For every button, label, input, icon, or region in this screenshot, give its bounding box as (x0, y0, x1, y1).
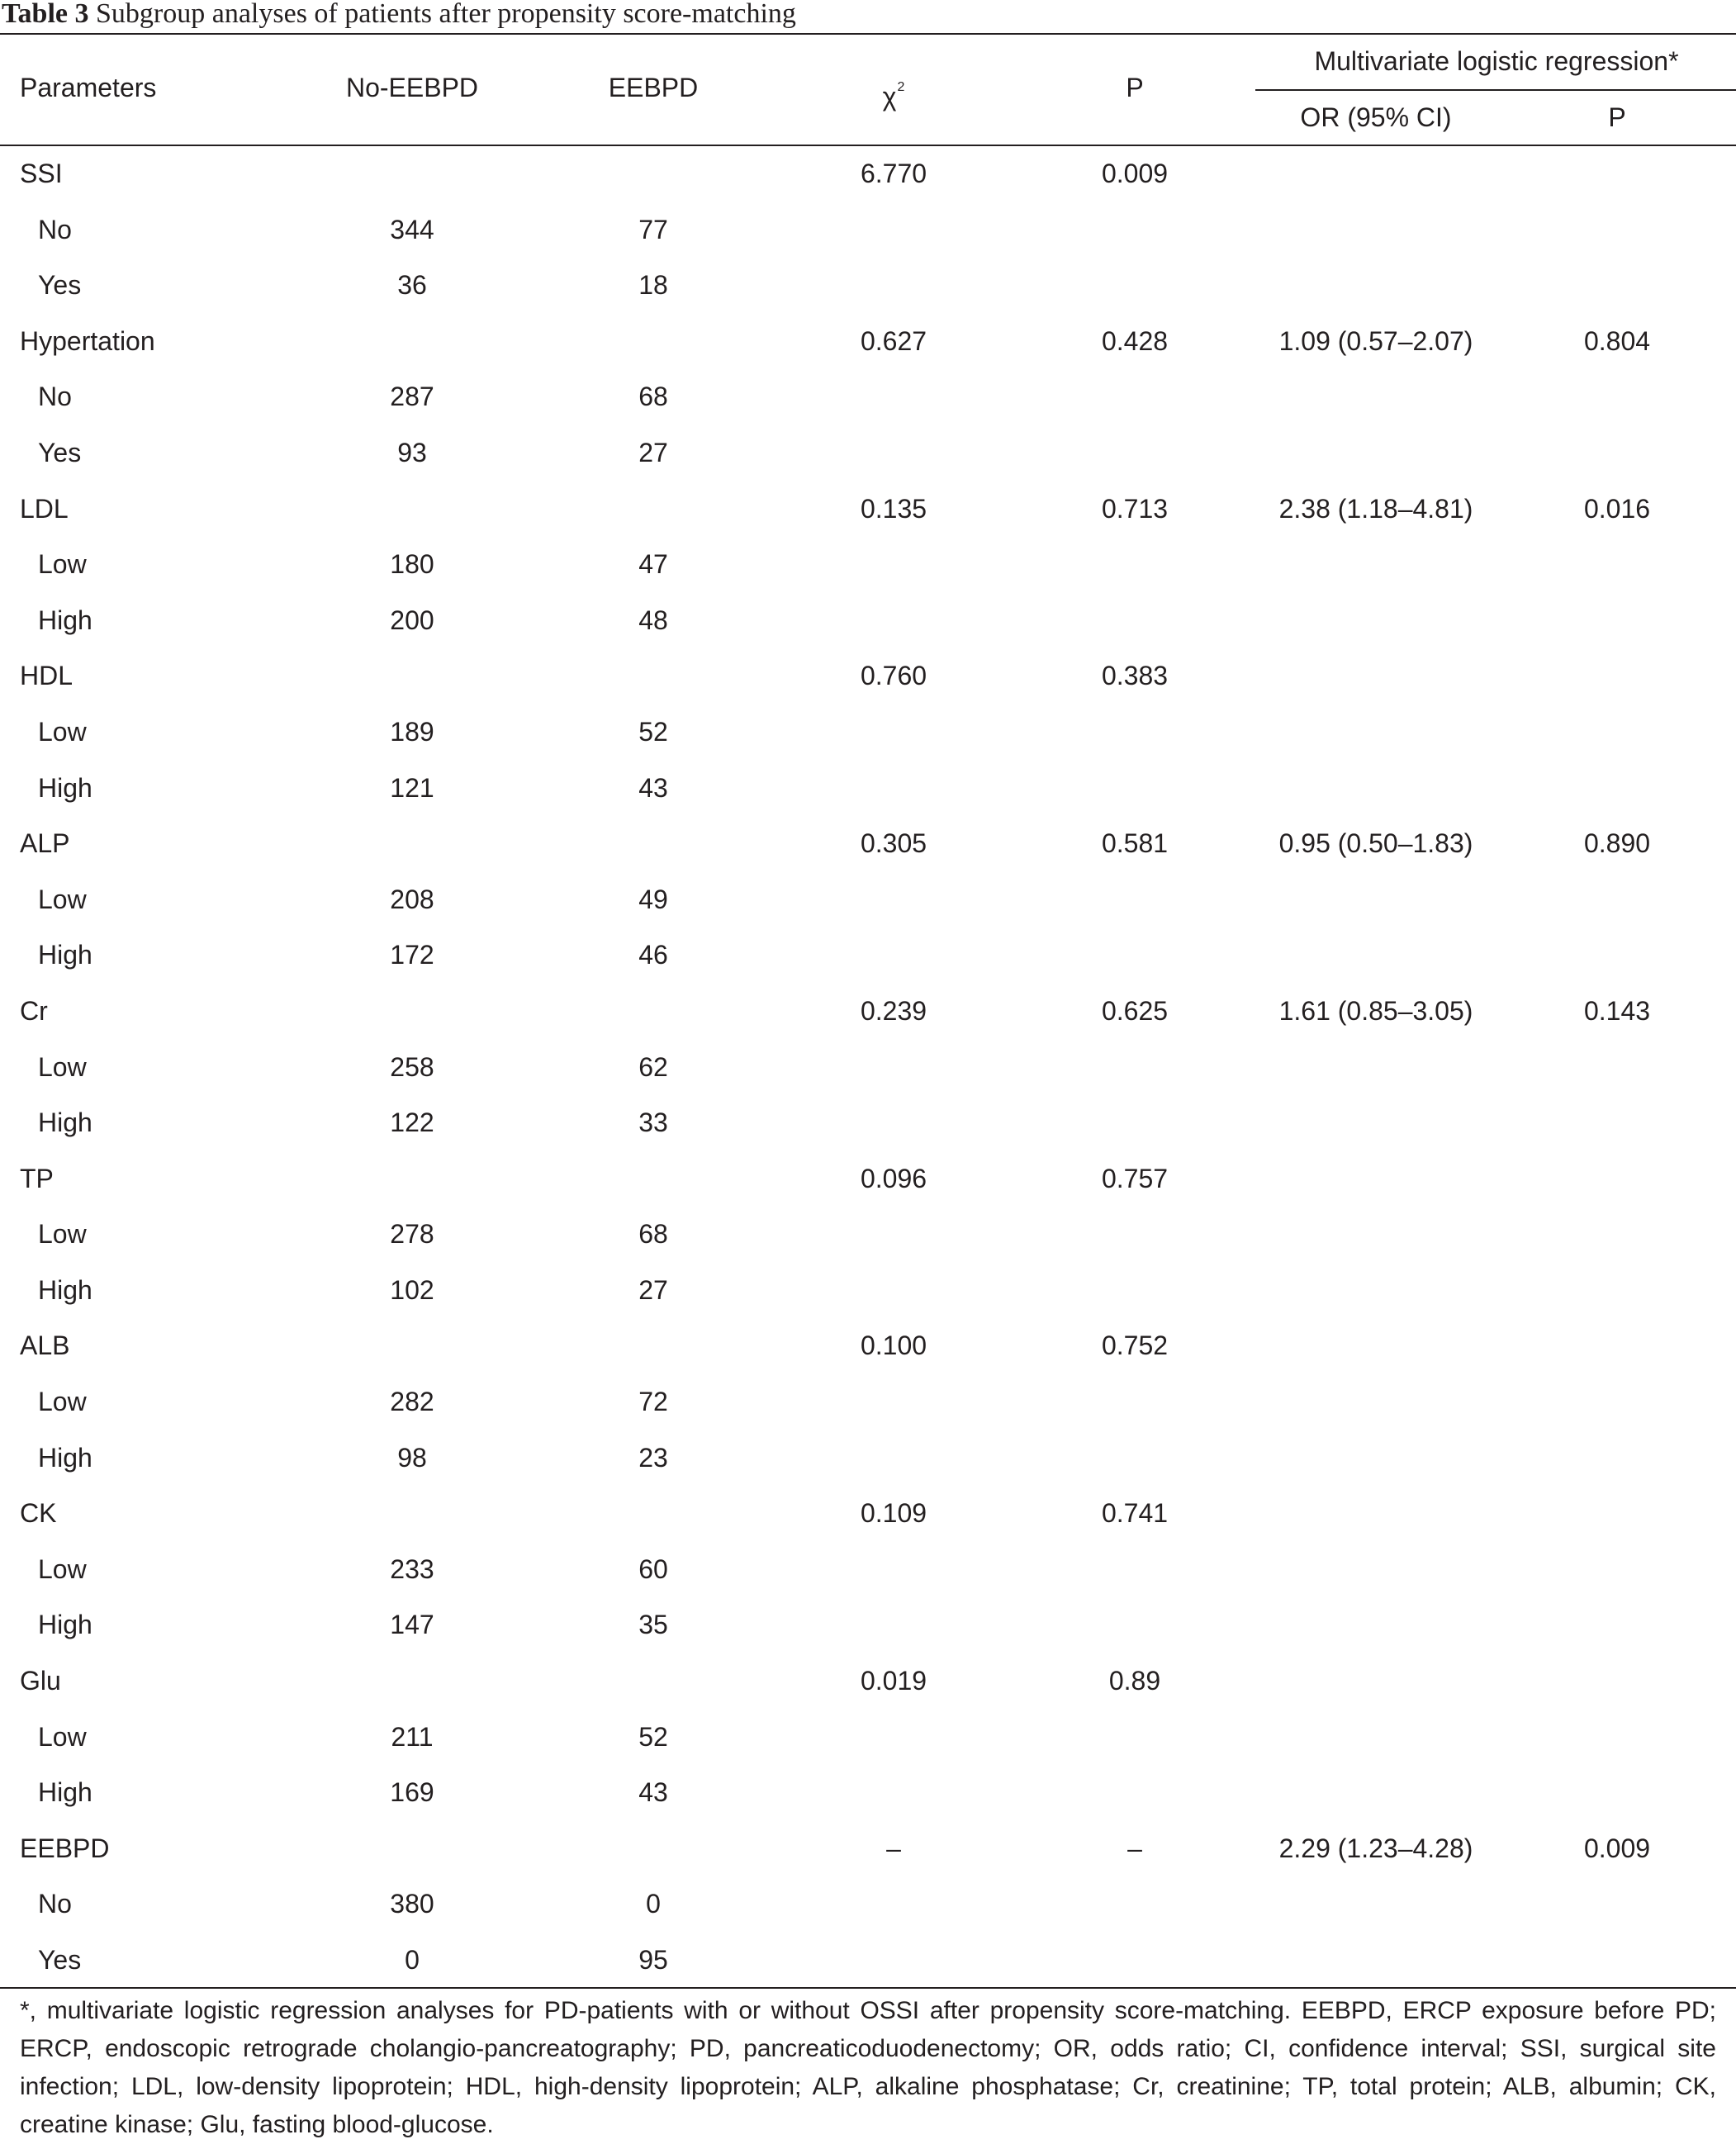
cell-p2: 0.009 (1583, 1833, 1651, 1863)
bottom-rule (0, 1987, 1736, 1989)
table-row (0, 927, 1736, 984)
row-parameter: Yes (38, 270, 82, 301)
table-row (0, 258, 1736, 314)
cell-or-ci: 0.95 (0.50–1.83) (1278, 828, 1473, 859)
table-row (0, 1765, 1736, 1821)
row-parameter: Glu (20, 1666, 61, 1696)
table-label: Table 3 (2, 0, 89, 29)
row-parameter: Low (38, 716, 87, 747)
cell-no-eebpd: 93 (397, 437, 427, 467)
table-row (0, 202, 1736, 259)
cell-eebpd: 43 (638, 772, 668, 803)
header-multivariate: Multivariate logistic regression* (1314, 46, 1679, 76)
table-row (0, 593, 1736, 649)
table-row (0, 1486, 1736, 1542)
table-row (0, 1710, 1736, 1766)
table-row (0, 984, 1736, 1040)
table-row (0, 1207, 1736, 1263)
cell-p: 0.581 (1101, 828, 1169, 859)
row-parameter: Cr (20, 995, 48, 1026)
cell-p: 0.383 (1101, 661, 1169, 691)
table-row (0, 1933, 1736, 1989)
cell-eebpd: 46 (638, 940, 668, 970)
table-title: Subgroup analyses of patients after propensity score-matching (96, 0, 796, 29)
cell-p: 0.625 (1101, 995, 1169, 1026)
row-parameter: CK (20, 1498, 57, 1529)
cell-chi-square: 0.019 (860, 1666, 927, 1696)
table-row (0, 481, 1736, 538)
cell-chi-square: 6.770 (860, 159, 927, 188)
cell-no-eebpd: 122 (390, 1108, 434, 1138)
cell-p: 0.752 (1101, 1331, 1169, 1361)
cell-chi-square: 0.239 (860, 995, 927, 1026)
row-parameter: Low (38, 1219, 87, 1250)
table-row (0, 1318, 1736, 1374)
row-parameter: No (38, 1889, 72, 1919)
cell-no-eebpd: 36 (397, 270, 427, 301)
row-parameter: TP (20, 1163, 54, 1193)
header-sub-rule (1255, 89, 1736, 91)
row-parameter: No (38, 214, 72, 244)
table-footnote: *, multivariate logistic regression analyses for PD-patients with or without OSSI after propensity score-matching. EEBPD, ERCP exposure before PD; ERCP, endoscopic retrograde cholangio-pancreatography; PD, pancreaticoduodenectomy; OR, odds ratio; CI, confidence interval; SSI, surgical site infection; LDL, low-density lipoprotein; HDL, high-density lipoprotein; ALP, alkaline phosphatase; Cr, creatinine; TP, total protein; ALB, albumin; CK, creatine kinase; Glu, fasting blood-glucose. (20, 1997, 1716, 2138)
cell-chi-square: 0.100 (860, 1331, 927, 1361)
cell-no-eebpd: 258 (390, 1051, 434, 1082)
table-row (0, 872, 1736, 928)
table-row (0, 704, 1736, 761)
table-row (0, 1095, 1736, 1151)
row-parameter: Yes (38, 1945, 82, 1975)
cell-no-eebpd: 282 (390, 1387, 434, 1417)
cell-eebpd: 52 (638, 716, 668, 747)
cell-no-eebpd: 180 (390, 549, 434, 580)
row-parameter: EEBPD (20, 1833, 110, 1863)
table-row (0, 1597, 1736, 1653)
cell-eebpd: 77 (638, 214, 668, 244)
cell-p: – (1127, 1833, 1142, 1863)
cell-chi-square: 0.627 (860, 325, 927, 356)
cell-no-eebpd: 169 (390, 1777, 434, 1808)
cell-chi-square: 0.135 (860, 493, 927, 524)
cell-eebpd: 23 (638, 1442, 668, 1473)
row-parameter: Low (38, 1051, 87, 1082)
row-parameter: Yes (38, 437, 82, 467)
row-parameter: ALP (20, 828, 70, 859)
table-row (0, 1263, 1736, 1319)
row-parameter: SSI (20, 159, 63, 188)
header-no-eebpd: No-EEBPD (345, 73, 479, 102)
table-row (0, 1542, 1736, 1598)
cell-p: 0.428 (1101, 325, 1169, 356)
table-row (0, 1374, 1736, 1430)
cell-eebpd: 27 (638, 1274, 668, 1305)
table-body (0, 146, 1736, 1989)
cell-no-eebpd: 0 (405, 1945, 420, 1975)
header-eebpd: EEBPD (608, 73, 699, 102)
table-row (0, 425, 1736, 481)
cell-p: 0.757 (1101, 1163, 1169, 1193)
row-parameter: Low (38, 1387, 87, 1417)
table-row (0, 1430, 1736, 1487)
cell-p2: 0.890 (1583, 828, 1651, 859)
table-row (0, 1151, 1736, 1207)
header-chi-square (883, 73, 905, 111)
cell-no-eebpd: 344 (390, 214, 434, 244)
cell-chi-square: 0.109 (860, 1498, 927, 1529)
row-parameter: High (38, 605, 92, 635)
cell-eebpd: 0 (646, 1889, 661, 1919)
table-row (0, 537, 1736, 593)
cell-eebpd: 60 (638, 1553, 668, 1584)
row-parameter: High (38, 1274, 92, 1305)
cell-eebpd: 95 (638, 1945, 668, 1975)
cell-eebpd: 47 (638, 549, 668, 580)
row-parameter: Low (38, 884, 87, 914)
header-chi-base: χ (882, 82, 897, 111)
cell-p2: 0.804 (1583, 325, 1651, 356)
row-parameter: High (38, 1610, 92, 1640)
cell-eebpd: 43 (638, 1777, 668, 1808)
cell-or-ci: 1.61 (0.85–3.05) (1278, 995, 1473, 1026)
row-parameter: Low (38, 549, 87, 580)
cell-no-eebpd: 287 (390, 382, 434, 412)
header-chi-sup: 2 (897, 80, 905, 94)
cell-p: 0.741 (1101, 1498, 1169, 1529)
cell-no-eebpd: 147 (390, 1610, 434, 1640)
cell-or-ci: 1.09 (0.57–2.07) (1278, 325, 1473, 356)
cell-no-eebpd: 200 (390, 605, 434, 635)
cell-p: 0.89 (1108, 1666, 1161, 1696)
header-p2: P (1608, 102, 1626, 132)
cell-eebpd: 68 (638, 1219, 668, 1250)
cell-no-eebpd: 172 (390, 940, 434, 970)
cell-or-ci: 2.29 (1.23–4.28) (1278, 1833, 1473, 1863)
table-row (0, 1821, 1736, 1877)
table-row (0, 1653, 1736, 1710)
cell-p2: 0.143 (1583, 995, 1651, 1026)
row-parameter: HDL (20, 661, 74, 691)
cell-no-eebpd: 233 (390, 1553, 434, 1584)
table-row (0, 648, 1736, 704)
cell-no-eebpd: 102 (390, 1274, 434, 1305)
row-parameter: High (38, 1442, 92, 1473)
row-parameter: LDL (20, 493, 69, 524)
cell-chi-square: 0.305 (860, 828, 927, 859)
cell-chi-square: 0.096 (860, 1163, 927, 1193)
cell-no-eebpd: 121 (390, 772, 434, 803)
table-row (0, 761, 1736, 817)
cell-no-eebpd: 211 (391, 1721, 434, 1752)
row-parameter: High (38, 772, 92, 803)
row-parameter: Low (38, 1721, 87, 1752)
table-row (0, 1876, 1736, 1933)
cell-eebpd: 35 (638, 1610, 668, 1640)
cell-eebpd: 27 (638, 437, 668, 467)
cell-eebpd: 68 (638, 382, 668, 412)
row-parameter: ALB (20, 1331, 70, 1361)
cell-no-eebpd: 98 (397, 1442, 427, 1473)
cell-eebpd: 62 (638, 1051, 668, 1082)
row-parameter: High (38, 1108, 92, 1138)
cell-eebpd: 18 (638, 270, 668, 301)
cell-eebpd: 33 (638, 1108, 668, 1138)
cell-no-eebpd: 189 (390, 716, 434, 747)
cell-chi-square: – (886, 1833, 901, 1863)
row-parameter: No (38, 382, 72, 412)
cell-no-eebpd: 380 (390, 1889, 434, 1919)
header-parameters: Parameters (20, 73, 157, 102)
row-parameter: High (38, 1777, 92, 1808)
cell-or-ci: 2.38 (1.18–4.81) (1278, 493, 1473, 524)
table-row (0, 146, 1736, 202)
cell-chi-square: 0.760 (860, 661, 927, 691)
cell-eebpd: 48 (638, 605, 668, 635)
table-caption (2, 0, 796, 28)
table-row (0, 816, 1736, 872)
cell-no-eebpd: 208 (390, 884, 434, 914)
cell-no-eebpd: 278 (390, 1219, 434, 1250)
cell-p2: 0.016 (1583, 493, 1651, 524)
header-p: P (1126, 73, 1144, 102)
cell-p: 0.009 (1101, 159, 1169, 188)
row-parameter: Hypertation (20, 325, 155, 356)
cell-eebpd: 49 (638, 884, 668, 914)
table-row (0, 369, 1736, 425)
row-parameter: High (38, 940, 92, 970)
top-rule (0, 33, 1736, 35)
table-row (0, 1040, 1736, 1096)
cell-eebpd: 72 (638, 1387, 668, 1417)
cell-eebpd: 52 (638, 1721, 668, 1752)
header-or-ci: OR (95% CI) (1300, 102, 1452, 132)
row-parameter: Low (38, 1553, 87, 1584)
table-row (0, 314, 1736, 370)
cell-p: 0.713 (1101, 493, 1169, 524)
